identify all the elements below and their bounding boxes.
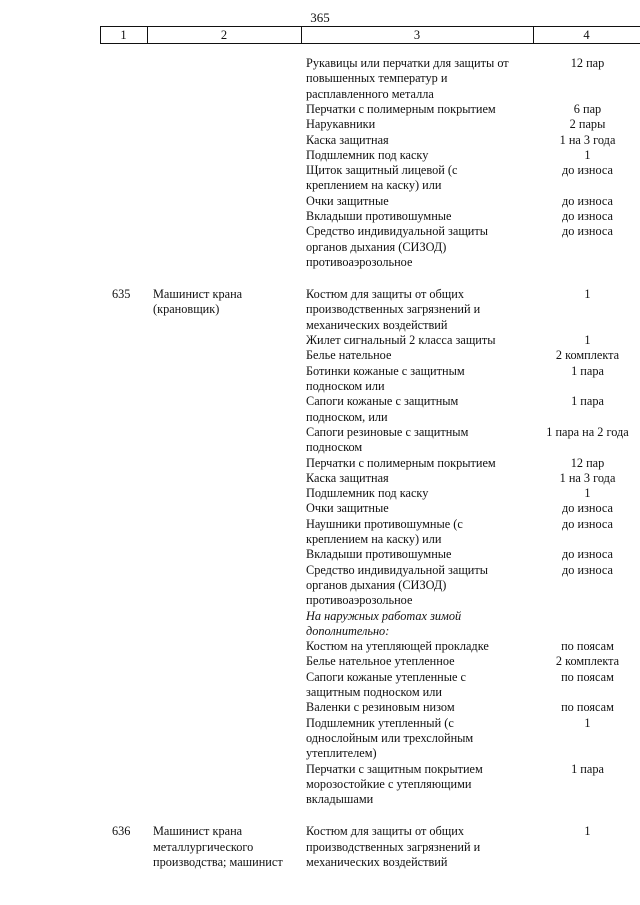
ppe-item-line: морозостойкие с утепляющими: [306, 776, 472, 791]
profession-line: Машинист крана: [153, 824, 243, 839]
ppe-item: [306, 700, 531, 715]
page-number: 365: [310, 10, 330, 25]
ppe-item: [306, 364, 531, 395]
ppe-item-line: креплением на каску) или: [306, 178, 442, 193]
ppe-item-line: Нарукавники: [306, 117, 376, 132]
ppe-quantity: по поясам: [561, 669, 614, 684]
ppe-quantity: 1: [584, 486, 591, 501]
ppe-item-line: защитным подноском или: [306, 684, 442, 699]
row-number: 636: [112, 824, 131, 839]
ppe-item: [306, 194, 531, 209]
ppe-item-line: Подшлемник утепленный (с: [306, 715, 454, 730]
ppe-quantity: 1 на 3 года: [559, 132, 616, 147]
ppe-item: [306, 348, 531, 363]
ppe-item-line: Костюм для защиты от общих: [306, 824, 464, 839]
ppe-quantity: 1 на 3 года: [559, 470, 616, 485]
ppe-item: [306, 547, 531, 562]
ppe-item: [306, 133, 531, 148]
ppe-item: [306, 209, 531, 224]
row-number: 635: [112, 287, 131, 302]
ppe-quantity: 1 пара: [571, 761, 604, 776]
ppe-quantity: по поясам: [561, 639, 614, 654]
ppe-quantity: 2 комплекта: [555, 654, 620, 669]
ppe-item-line: Средство индивидуальной защиты: [306, 224, 489, 239]
header-col-3: 3: [413, 28, 421, 42]
ppe-item-line: механических воздействий: [306, 317, 448, 332]
ppe-item-line: Вкладыши противошумные: [306, 209, 452, 223]
ppe-item: [306, 394, 531, 425]
ppe-quantity: до износа: [561, 501, 614, 516]
ppe-item: [306, 117, 531, 132]
ppe-item-line: Костюм на утепляющей прокладке: [306, 639, 489, 654]
ppe-item-line: органов дыхания (СИЗОД): [306, 239, 447, 254]
ppe-item-line: Ботинки кожаные с защитным: [306, 363, 465, 378]
ppe-item: [306, 56, 531, 102]
ppe-item-line: креплением на каску) или: [306, 531, 442, 546]
ppe-quantity: до износа: [561, 193, 614, 208]
ppe-quantity: 12 пар: [570, 455, 605, 470]
ppe-quantity: до износа: [561, 224, 614, 239]
table-header: [100, 26, 640, 44]
ppe-item-line: Сапоги кожаные с защитным: [306, 394, 459, 409]
ppe-item-line: Очки защитные: [306, 501, 389, 516]
ppe-item: [306, 639, 531, 654]
ppe-item-line: противоаэрозольное: [306, 254, 413, 269]
ppe-item-line: Перчатки с полимерным покрытием: [306, 455, 496, 470]
ppe-quantity: до износа: [561, 209, 614, 223]
profession-name: [153, 824, 303, 870]
profession-line: производства; машинист: [153, 854, 283, 869]
header-col-2: 2: [220, 28, 228, 42]
ppe-quantity: по поясам: [561, 700, 614, 715]
ppe-item-line: однослойным или трехслойным: [306, 730, 474, 745]
ppe-item: [306, 670, 531, 701]
ppe-item-line: Валенки с резиновым низом: [306, 700, 455, 715]
ppe-item-line: вкладышами: [306, 792, 374, 807]
ppe-item-line: Подшлемник под каску: [306, 147, 429, 162]
ppe-quantity: 1 пара на 2 года: [546, 424, 629, 439]
ppe-quantity: 1 пара: [571, 363, 604, 378]
ppe-quantity: до износа: [561, 547, 614, 562]
ppe-quantity: 1: [584, 147, 591, 162]
ppe-item-line: Наушники противошумные (с: [306, 516, 463, 531]
ppe-item-line: Каска защитная: [306, 470, 389, 485]
ppe-item: [306, 456, 531, 471]
ppe-item-line: органов дыхания (СИЗОД): [306, 577, 447, 592]
ppe-quantity: до износа: [561, 516, 614, 531]
ppe-item-line: расплавленного металла: [306, 86, 434, 101]
ppe-item-line: На наружных работах зимой: [306, 608, 462, 623]
ppe-item: [306, 824, 531, 870]
ppe-item-line: Рукавицы или перчатки для защиты от: [306, 56, 509, 70]
ppe-item-line: Очки защитные: [306, 193, 389, 208]
ppe-item-line: Жилет сигнальный 2 класса защиты: [306, 333, 496, 348]
ppe-quantity: 6 пар: [573, 101, 602, 116]
ppe-item-line: утеплителем): [306, 746, 377, 761]
ppe-item: [306, 501, 531, 516]
profession-line: Машинист крана: [153, 287, 243, 302]
ppe-item-line: Белье нательное утепленное: [306, 654, 455, 669]
ppe-item-line: Костюм для защиты от общих: [306, 287, 464, 302]
profession-name: [153, 287, 303, 318]
ppe-item: [306, 471, 531, 486]
ppe-item: [306, 762, 531, 808]
ppe-quantity: 12 пар: [570, 56, 605, 70]
ppe-item: [306, 287, 531, 333]
ppe-item-line: повышенных температур и: [306, 71, 448, 86]
header-col-1: 1: [120, 28, 127, 42]
ppe-item: [306, 333, 531, 348]
profession-line: металлургического: [153, 839, 254, 854]
ppe-quantity: 1: [584, 715, 591, 730]
ppe-item-line: Вкладыши противошумные: [306, 547, 452, 562]
ppe-item-line: подноском или: [306, 378, 385, 393]
ppe-item: [306, 517, 531, 548]
ppe-quantity: до износа: [561, 163, 614, 178]
ppe-quantity: 1 пара: [571, 394, 604, 409]
ppe-item: [306, 486, 531, 501]
ppe-item-line: Перчатки с полимерным покрытием: [306, 101, 496, 116]
ppe-item-line: Средство индивидуальной защиты: [306, 562, 489, 577]
ppe-item-line: производственных загрязнений и: [306, 839, 481, 854]
ppe-item-line: подноском, или: [306, 409, 388, 424]
ppe-item-line: Сапоги резиновые с защитным: [306, 424, 469, 439]
ppe-quantity: до износа: [561, 562, 614, 577]
ppe-item: [306, 425, 531, 456]
ppe-quantity: 2 пары: [569, 117, 606, 132]
ppe-item-line: производственных загрязнений и: [306, 302, 481, 317]
section-note: [306, 609, 531, 640]
ppe-quantity: 1: [584, 824, 591, 839]
ppe-item: [306, 102, 531, 117]
profession-line: (крановщик): [153, 302, 220, 317]
ppe-item: [306, 224, 531, 270]
ppe-item: [306, 716, 531, 762]
ppe-item-line: подноском: [306, 440, 363, 455]
ppe-quantity: 1: [584, 287, 591, 302]
header-col-4: 4: [583, 28, 590, 42]
ppe-item-line: дополнительно:: [306, 623, 390, 638]
ppe-item: [306, 163, 531, 194]
ppe-item-line: Белье нательное: [306, 348, 392, 363]
ppe-item-line: Подшлемник под каску: [306, 486, 429, 501]
ppe-item-line: Перчатки с защитным покрытием: [306, 761, 483, 776]
ppe-item-line: Сапоги кожаные утепленные с: [306, 669, 467, 684]
ppe-item-line: Щиток защитный лицевой (с: [306, 163, 458, 178]
ppe-quantity: 2 комплекта: [555, 348, 620, 363]
ppe-item-line: механических воздействий: [306, 854, 448, 869]
ppe-item: [306, 654, 531, 669]
ppe-item: [306, 563, 531, 609]
ppe-quantity: 1: [584, 333, 591, 348]
ppe-item-line: Каска защитная: [306, 132, 389, 147]
ppe-item-line: противоаэрозольное: [306, 593, 413, 608]
ppe-item: [306, 148, 531, 163]
